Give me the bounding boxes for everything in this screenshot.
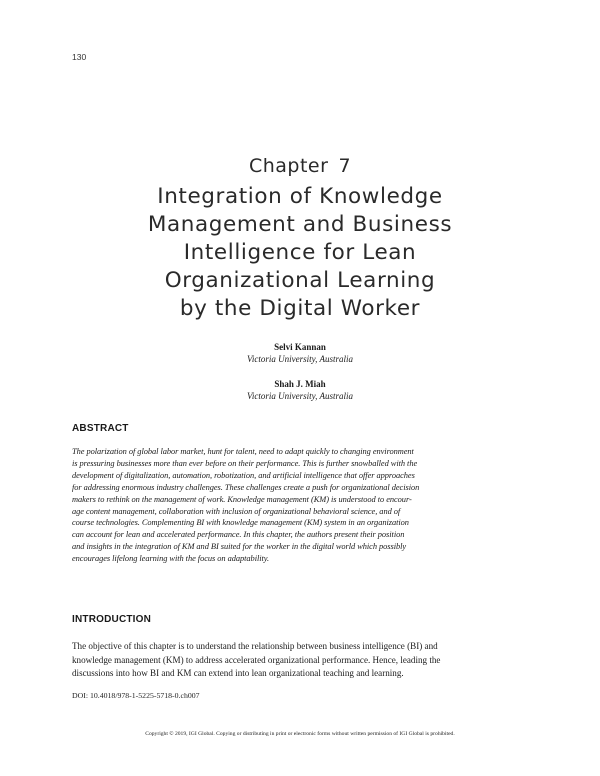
chapter-title-line: by the Digital Worker [179, 296, 421, 321]
author-block [0, 341, 600, 415]
copyright-notice: Copyright © 2019, IGI Global. Copying or distributing in print or electronic forms without written permission of IGI Global is prohibited. [145, 731, 455, 737]
introduction-line: The objective of this chapter is to understand the relationship between business intelligence (BI) and [72, 641, 438, 651]
abstract-line: The polarization of global labor market, hunt for talent, need to adapt quickly to changing environment [72, 447, 414, 456]
author-name: Shah J. Miah [274, 379, 326, 389]
author-affiliation: Victoria University, Australia [247, 354, 353, 364]
chapter-number: 7 [338, 155, 352, 177]
chapter-label [0, 155, 600, 177]
author-name: Selvi Kannan [274, 342, 326, 352]
introduction-line: knowledge management (KM) to address accelerated organizational performance. Hence, leading the [72, 654, 441, 665]
abstract-line: for addressing enormous industry challenges. These challenges create a push for organizational decision [72, 482, 420, 492]
chapter-label-text: Chapter [248, 155, 329, 177]
abstract-line: makers to rethink on the management of work. Knowledge management (KM) is understood to encour- [72, 494, 412, 504]
chapter-title-line: Integration of Knowledge [157, 184, 443, 209]
abstract-line: encourages lifelong learning with the focus on adaptability. [72, 554, 270, 564]
abstract-line: age content management, collaboration with inclusion of organizational behavioral science, and of [72, 506, 401, 516]
abstract-line: course technologies. Complementing BI with knowledge management (KM) system in an organization [72, 518, 409, 528]
abstract-heading: ABSTRACT [72, 423, 129, 434]
abstract-line: development of digitalization, automation, robotization, and artificial intelligence that offer approaches [72, 470, 415, 480]
chapter-title-line: Intelligence for Lean [183, 240, 417, 265]
chapter-title-line: Management and Business [147, 212, 453, 237]
doi: DOI: 10.4018/978-1-5225-5718-0.ch007 [72, 691, 200, 700]
abstract-body [72, 446, 528, 565]
abstract-line: and insights in the integration of KM and BI suited for the worker in the digital world which possibly [72, 542, 407, 552]
chapter-title [70, 183, 530, 323]
author [0, 378, 600, 402]
page-number: 130 [72, 52, 87, 62]
chapter-title-line: Organizational Learning [164, 268, 436, 293]
introduction-line: discussions into how BI and KM can extend into lean organizational teaching and learning. [72, 668, 404, 679]
introduction-heading: INTRODUCTION [72, 614, 152, 625]
abstract-line: is pressuring businesses more than ever before on their performance. This is further snowballed with the [72, 458, 418, 468]
abstract-line: can account for lean and accelerated performance. In this chapter, the authors present their position [72, 530, 405, 540]
author [0, 341, 600, 365]
author-affiliation: Victoria University, Australia [247, 391, 353, 401]
introduction-body [72, 640, 528, 681]
